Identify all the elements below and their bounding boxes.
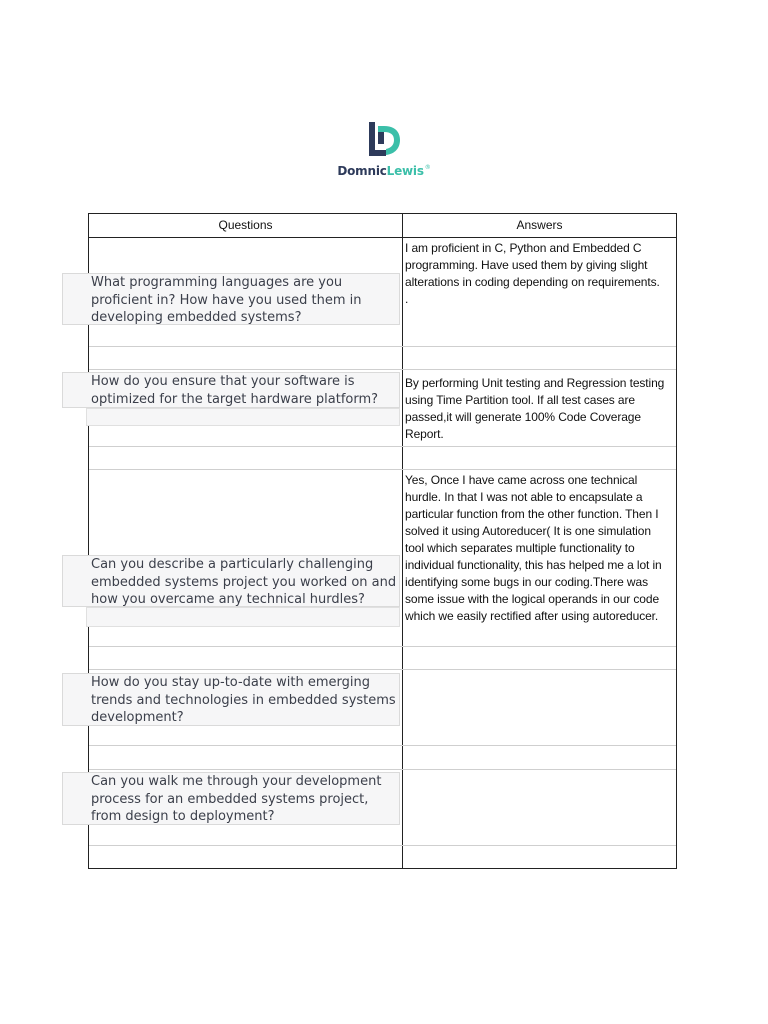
- brand-name-part2: Lewis: [386, 164, 424, 178]
- question-2: [62, 372, 400, 408]
- brand-name-part1: Domnic: [337, 164, 387, 178]
- row-divider: [89, 469, 676, 470]
- row-divider: [89, 745, 676, 746]
- row-divider: [89, 346, 676, 347]
- brand-logo: [0, 120, 768, 182]
- answer-3: Yes, Once I have came across one technical hurdle. In that I was not able to encapsulate a particular function from the other function. Then I solved it using Autoreducer( It is one simulation tool which separates multiple functionality to individual functionality, this has helped me a lot in identifying some bugs in our coding.There was some issue with the logical operands in our code which we easily rectified after using autoreducer.: [405, 473, 662, 623]
- question-1-text: What programming languages are you proficient in? How have you used them in developing embedded systems?: [91, 275, 362, 325]
- question-3-text: Can you describe a particularly challenging embedded systems project you worked on and how you overcame any technical hurdles?: [91, 557, 397, 607]
- question-4: [62, 673, 400, 726]
- answer-1: [405, 240, 673, 308]
- brand-name: [0, 164, 768, 178]
- answer-1-trailing: .: [405, 292, 409, 306]
- question-3: [62, 555, 400, 607]
- logo-mark-icon: [364, 120, 402, 160]
- question-2-text: How do you ensure that your software is optimized for the target hardware platform?: [91, 374, 379, 407]
- question-5: [62, 772, 400, 825]
- row-divider: [89, 369, 676, 370]
- row-divider: [89, 769, 676, 770]
- answer-1-text: I am proficient in C, Python and Embedded C programming. Have used them by giving slight alterations in coding depending on requirements.: [405, 241, 660, 289]
- header-questions: Questions: [218, 218, 273, 232]
- row-divider: [89, 669, 676, 670]
- row-divider: [89, 237, 676, 238]
- question-3-field-extension: [86, 607, 400, 627]
- question-5-text: Can you walk me through your development process for an embedded systems project, from design to deployment?: [91, 774, 382, 824]
- registered-mark: ®: [424, 164, 431, 171]
- row-divider: [89, 845, 676, 846]
- header-answers: Answers: [516, 218, 563, 232]
- question-1: [62, 273, 400, 325]
- row-divider: [89, 646, 676, 647]
- answer-2: By performing Unit testing and Regression testing using Time Partition tool. If all test cases are passed,it will generate 100% Code Coverage Report.: [405, 376, 665, 441]
- question-2-field-extension: [86, 408, 400, 426]
- row-divider: [89, 446, 676, 447]
- question-4-text: How do you stay up-to-date with emerging trends and technologies in embedded systems development?: [91, 675, 396, 725]
